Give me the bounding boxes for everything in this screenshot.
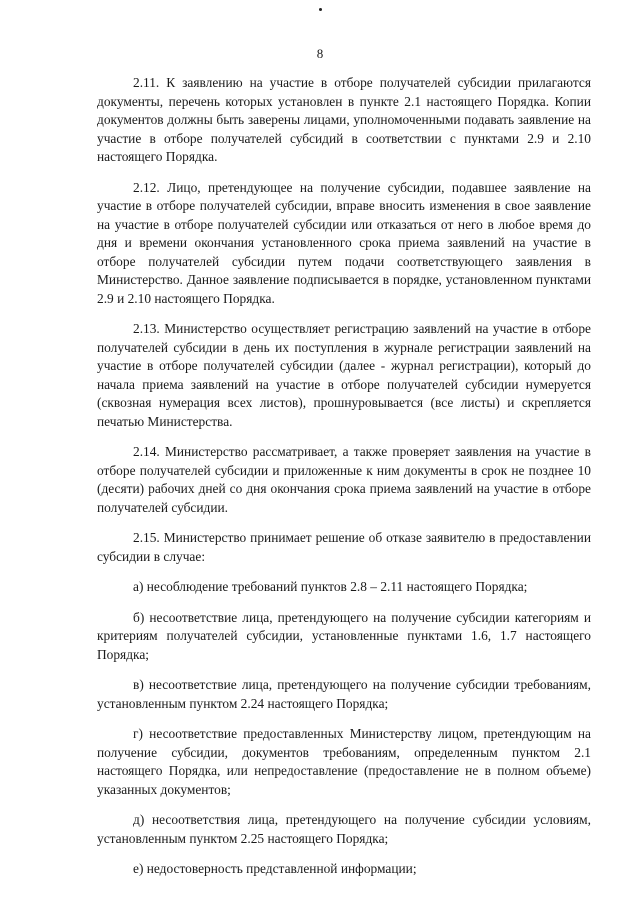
paragraph-2-13: 2.13. Министерство осуществляет регистрацию заявлений на участие в отборе получателей субсидии в день их поступления в журнале регистрации заявлений на участие в отборе получателей субсидии (далее - журнал регистрации), который до начала приема заявлений на участие в отборе получателей субсидии нумеруется (сквозная нумерация всех листов), прошнуровывается (все листы) и скрепляется печатью Министерства.	[97, 321, 591, 429]
list-item-v: в) несоответствие лица, претендующего на получение субсидии требованиям, установленным пунктом 2.24 настоящего Порядка;	[97, 677, 591, 711]
stray-dot-mark	[319, 8, 322, 11]
document-body	[97, 74, 591, 891]
paragraph-2-12: 2.12. Лицо, претендующее на получение субсидии, подавшее заявление на участие в отборе получателей субсидии, вправе вносить изменения в свое заявление на участие в отборе получателей субсидии или отказаться от него в любое время до дня и времени окончания установленного срока приема заявлений на участие в отборе получателей субсидии путем подачи соответствующего заявления в Министерство. Данное заявление подписывается в порядке, установленном пунктами 2.9 и 2.10 настоящего Порядка.	[97, 179, 591, 306]
list-item-b: б) несоответствие лица, претендующего на получение субсидии категориям и критериям получателей субсидии, установленные пунктами 1.6, 1.7 настоящего Порядка;	[97, 609, 591, 662]
paragraph-2-14: 2.14. Министерство рассматривает, а также проверяет заявления на участие в отборе получателей субсидии и приложенные к ним документы в срок не позднее 10 (десяти) рабочих дней со дня окончания срока приема заявлений на участие в отборе получателей субсидии.	[97, 444, 591, 515]
paragraph-2-11: 2.11. К заявлению на участие в отборе получателей субсидии прилагаются документы, перечень которых установлен в пункте 2.1 настоящего Порядка. Копии документов должны быть заверены лицами, уполномоченными подавать заявление на участие в отборе получателей субсидий в соответствии с пунктами 2.9 и 2.10 настоящего Порядка.	[97, 75, 591, 164]
page-number: 8	[316, 46, 324, 61]
list-item-e: е) недостоверность представленной информации;	[133, 861, 417, 876]
paragraph-2-15: 2.15. Министерство принимает решение об отказе заявителю в предоставлении субсидии в случае:	[97, 530, 591, 564]
list-item-g: г) несоответствие предоставленных Министерству лицом, претендующим на получение субсидии, документов требованиям, определенным пунктом 2.1 настоящего Порядка, или непредоставление (предоставление не в полном объеме) указанных документов;	[97, 726, 591, 797]
list-item-d: д) несоответствия лица, претендующего на получение субсидии условиям, установленным пунктом 2.25 настоящего Порядка;	[97, 812, 591, 846]
list-item-a: а) несоблюдение требований пунктов 2.8 – 2.11 настоящего Порядка;	[133, 579, 528, 594]
